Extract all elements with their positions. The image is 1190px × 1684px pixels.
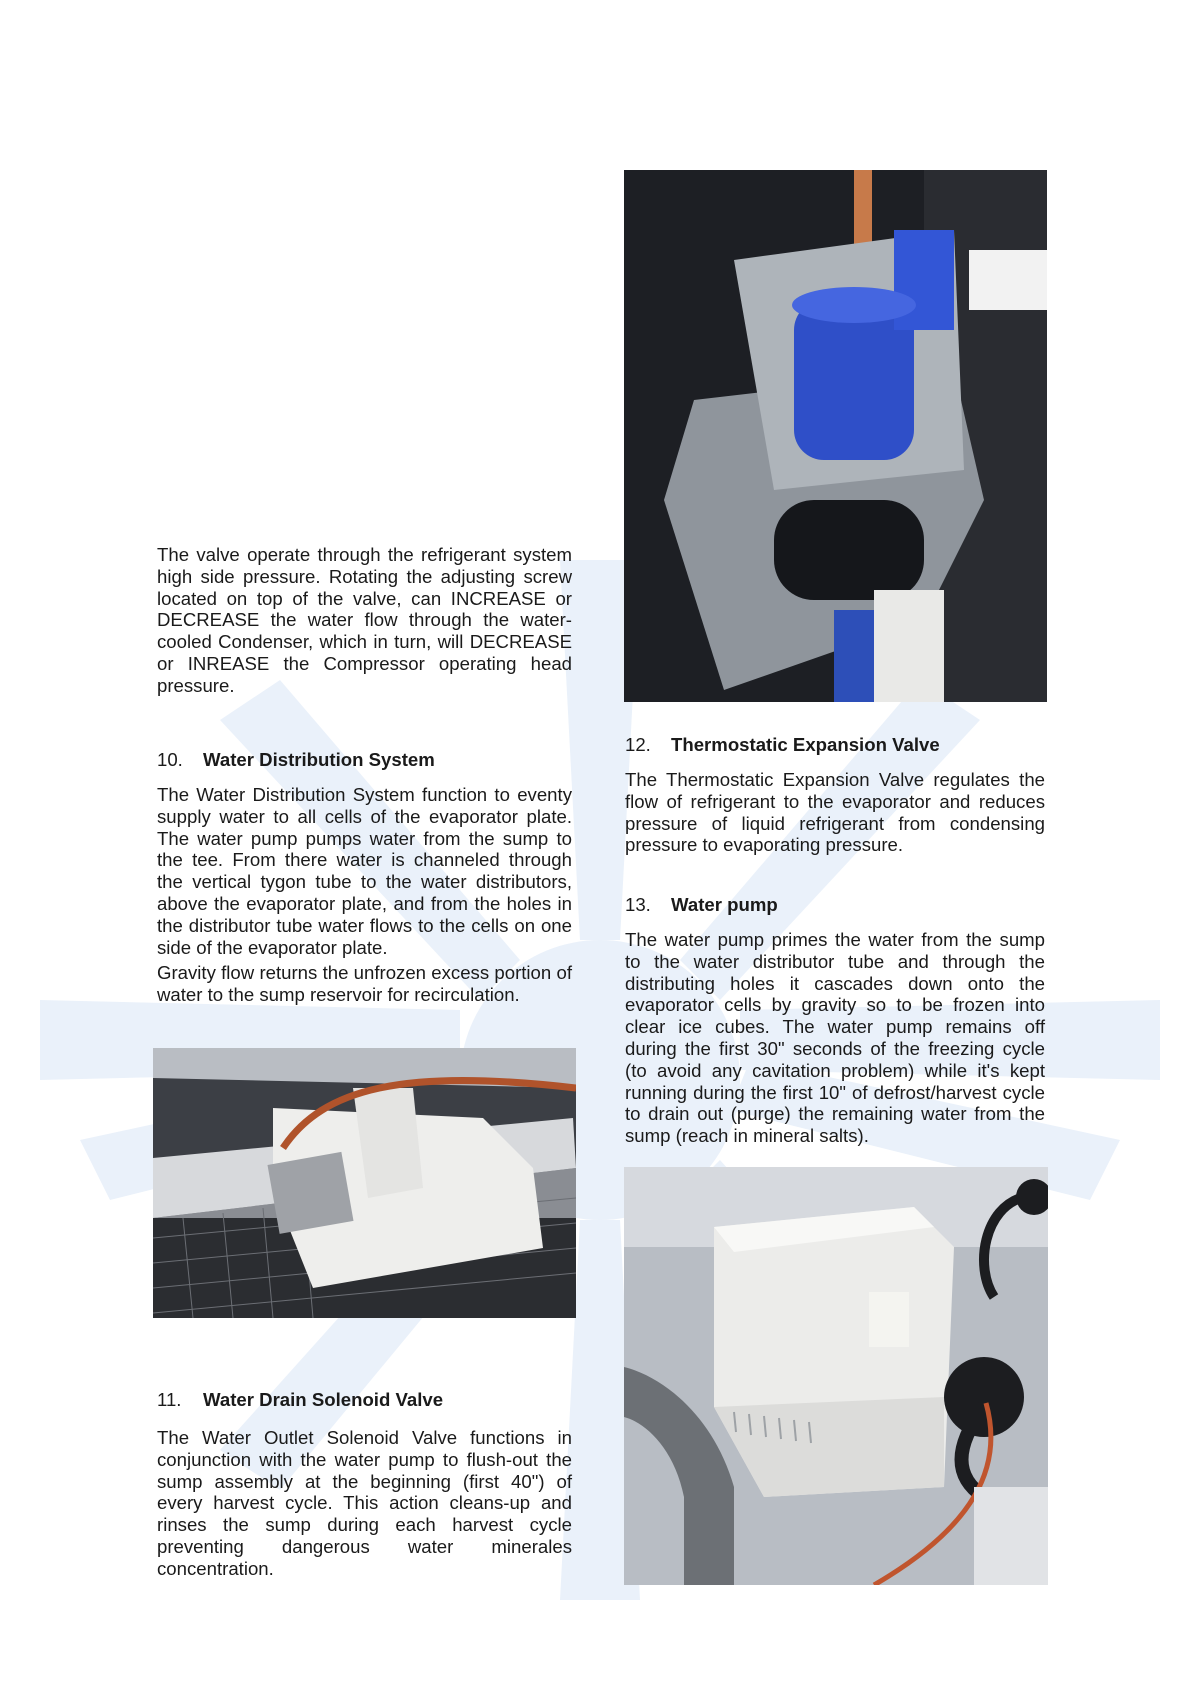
section-11-title: Water Drain Solenoid Valve: [203, 1389, 444, 1410]
section-11-number: 11.: [157, 1389, 182, 1410]
section-11-heading: [157, 1389, 443, 1411]
section-10-paragraph: The Water Distribution System function to eventy supply water to all cells of the evaporator plate. The water pump pumps water from the sump to the tee. From there water is channeled through the vertical tygon tube to the water distributors, above the evaporator plate, and from the holes in the distributor tube water flows to the cells on one side of the evaporator plate.: [157, 784, 572, 958]
section-12-number: 12.: [625, 734, 651, 755]
section-13-number: 13.: [625, 894, 651, 915]
section-10-title: Water Distribution System: [203, 749, 435, 770]
section-11-paragraph: The Water Outlet Solenoid Valve functions in conjunction with the water pump to flush-out the sump assembly at the beginning (first 40") of every harvest cycle. This action cleans-up and rinses the sump during each harvest cycle preventing dangerous water minerales concentration.: [157, 1427, 572, 1579]
section-13-paragraph: The water pump primes the water from the sump to the water distributor tube and through the distributing holes it cascades down onto the evaporator cells by gravity so to be frozen into clear ice cubes. The water pump remains off during the first 30" seconds of the freezing cycle (to avoid any cavitation problem) while it's kept running during the first 10" of defrost/harvest cycle to drain out (purge) the remaining water from the sump (reach in mineral salts).: [625, 929, 1045, 1147]
water-valve-photo: [624, 170, 1047, 702]
section-12-heading: [625, 734, 940, 756]
section-13-title: Water pump: [671, 894, 778, 915]
section-10-paragraph-2: Gravity flow returns the unfrozen excess portion of water to the sump reservoir for recirculation.: [157, 962, 572, 1005]
section-12-title: Thermostatic Expansion Valve: [671, 734, 940, 755]
valve-intro-paragraph: The valve operate through the refrigerant system high side pressure. Rotating the adjusting screw located on top of the valve, can INCREASE or DECREASE the water flow through the water-cooled Condenser, which in turn, will DECREASE or INREASE the Compressor operating head pressure.: [157, 544, 572, 696]
section-10-number: 10.: [157, 749, 183, 770]
section-10-heading: [157, 749, 435, 771]
section-12-paragraph: The Thermostatic Expansion Valve regulates the flow of refrigerant to the evaporator and reduces pressure of liquid refrigerant from condensing pressure to evaporating pressure.: [625, 769, 1045, 856]
section-13-heading: [625, 894, 778, 916]
water-pump-photo: [624, 1167, 1048, 1585]
evaporator-sensor-photo: [153, 1048, 576, 1318]
